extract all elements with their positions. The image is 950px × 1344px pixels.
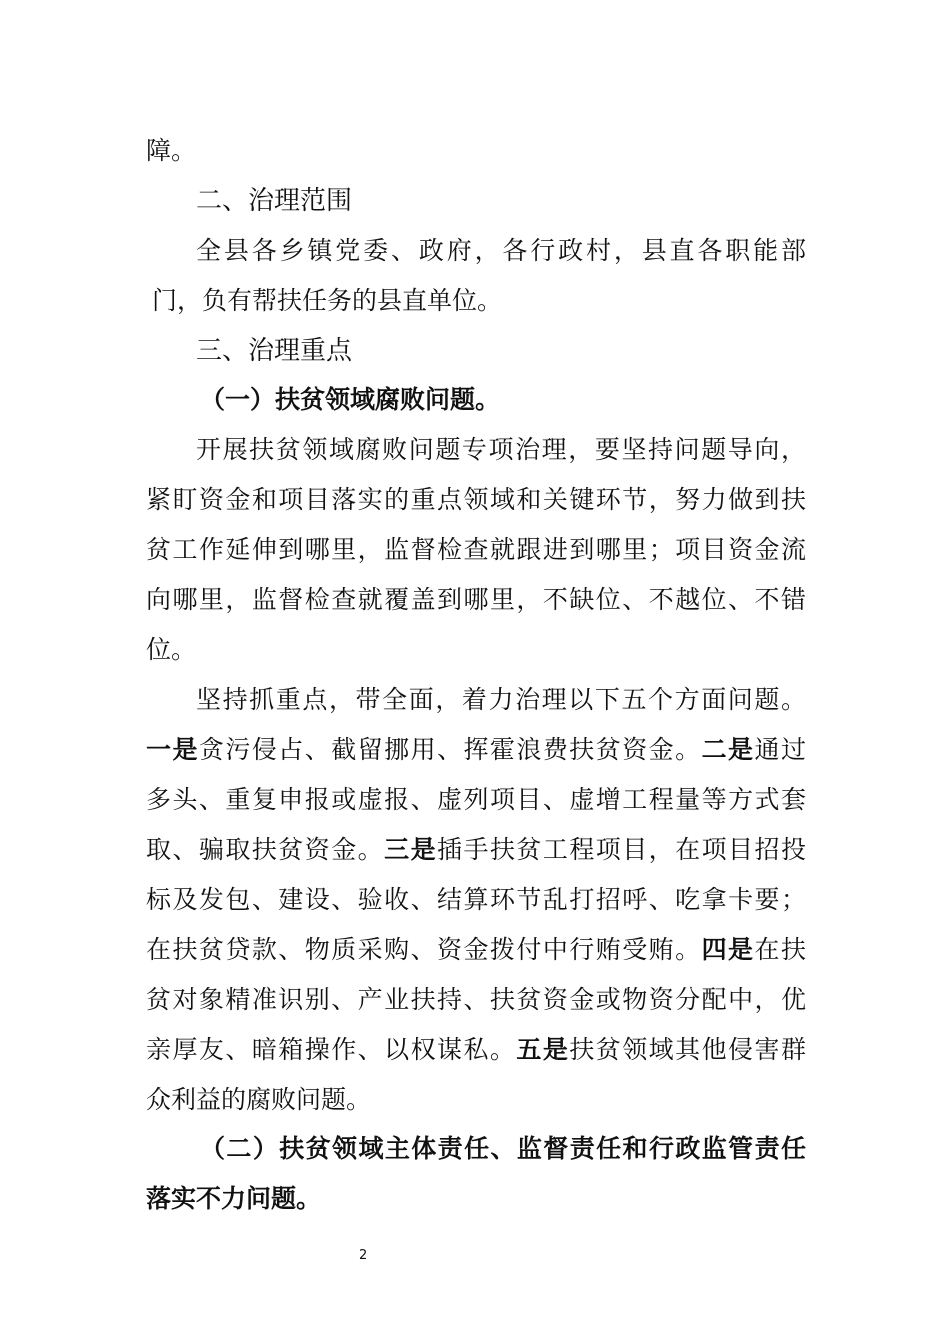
body-text: 取、骗取扶贫资金。 — [146, 835, 385, 864]
body-line — [146, 833, 806, 867]
scope-line-2: 门，负有帮扶任务的县直单位。 — [152, 286, 503, 315]
point-marker: 五是 — [516, 1035, 570, 1064]
body-line: 坚持抓重点，带全面，着力治理以下五个方面问题。 — [196, 685, 806, 714]
body-line: 紧盯资金和项目落实的重点领域和关键环节，努力做到扶 — [146, 485, 806, 514]
body-line: 众利益的腐败问题。 — [146, 1085, 372, 1114]
body-line: 贫对象精准识别、产业扶持、扶贫资金或物资分配中，优 — [146, 985, 806, 1014]
subsection-heading-2: （二）扶贫领域主体责任、监督责任和行政监管责任 — [200, 1134, 806, 1163]
body-text: 在扶 — [754, 935, 806, 964]
body-line: 位。 — [146, 635, 197, 664]
section-heading-focus: 三、治理重点 — [196, 336, 353, 366]
subsection-heading-1: （一）扶贫领域腐败问题。 — [200, 385, 501, 414]
subsection-heading-2-cont: 落实不力问题。 — [146, 1184, 322, 1213]
body-line: 贫工作延伸到哪里，监督检查就跟进到哪里；项目资金流 — [146, 535, 806, 564]
body-line — [146, 933, 806, 967]
section-heading-scope: 二、治理范围 — [196, 186, 353, 216]
point-marker: 一是 — [146, 735, 199, 764]
point-marker: 四是 — [701, 935, 755, 964]
body-text: 扶贫领域其他侵害群 — [569, 1035, 806, 1064]
body-line — [146, 733, 806, 767]
body-text: 通过 — [754, 735, 806, 764]
page-number: 2 — [359, 1248, 368, 1263]
body-line: 向哪里，监督检查就覆盖到哪里，不缺位、不越位、不错 — [146, 585, 806, 614]
body-line: 标及发包、建设、验收、结算环节乱打招呼、吃拿卡要； — [146, 885, 806, 914]
paragraph-end: 障。 — [146, 136, 197, 165]
body-text: 在扶贫贷款、物质采购、资金拨付中行贿受贿。 — [146, 935, 702, 964]
point-marker: 三是 — [384, 835, 438, 864]
body-line: 开展扶贫领域腐败问题专项治理，要坚持问题导向， — [196, 435, 806, 464]
scope-line-1: 全县各乡镇党委、政府，各行政村，县直各职能部 — [196, 236, 806, 265]
body-line: 多头、重复申报或虚报、虚列项目、虚增工程量等方式套 — [146, 785, 806, 814]
body-text: 贪污侵占、截留挪用、挥霍浪费扶贫资金。 — [198, 735, 702, 764]
body-line — [146, 1033, 806, 1067]
point-marker: 二是 — [701, 735, 755, 764]
body-text: 插手扶贫工程项目，在项目招投 — [437, 835, 806, 864]
body-text: 亲厚友、暗箱操作、以权谋私。 — [146, 1035, 517, 1064]
